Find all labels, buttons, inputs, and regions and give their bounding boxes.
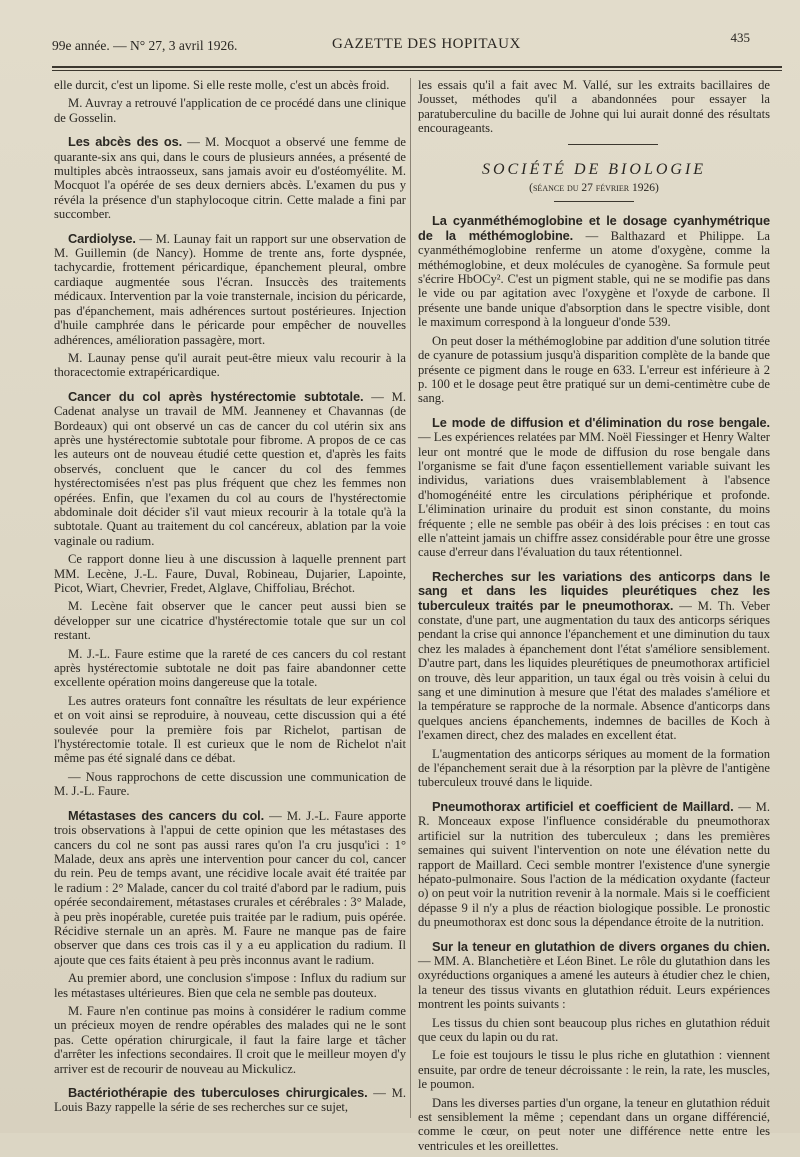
paragraph: elle durcit, c'est un lipome. Si elle reste molle, c'est un abcès froid. [54,78,390,92]
right-column [418,78,770,1157]
paragraph: Les autres orateurs font connaître les résultats de leur expérience et on voit ainsi se reproduire, à nouveau, cette discussion qui a été soulevée pour la première fois par Richelot, partisan de l'hystérectomie totale. Il est curieux que le nom de Richelot n'ait même pas été signalé dans ce débat. [54,693,406,766]
paragraph: On peut doser la méthémoglobine par addition d'une solution titrée de cyanure de potassium jusqu'à disparition complète de la bande que présente ce pigment dans le rouge en 633. L'erreur est inférieure à 2 p. 100 et le dosage peut être pratiqué sur un demi-centimètre cube de sang. [418,333,770,406]
column-divider [410,78,411,1118]
separator-rule [568,144,658,145]
article-cyanmethemoglobine [418,214,770,329]
page-header [52,28,770,64]
paragraph: M. Launay pense qu'il aurait peut-être mieux valu recourir à la thoracectomie extrapéricardique. [54,350,406,380]
paragraph: M. Lecène fait observer que le cancer peut aussi bien se développer sur une cicatrice d'hystérectomie totale que sur un col restant. [54,599,406,643]
article-text: — MM. A. Blanchetière et Léon Binet. Le rôle du glutathion dans les oxyréductions organiques a amené les auteurs à étudier chez le chien, la teneur des tissus vivants en glutathion réduit. Leurs expériences montrent les points suivants : [418,953,770,1012]
paragraph: Le foie est toujours le tissu le plus riche en glutathion : viennent ensuite, par ordre de teneur décroissante : le rein, la rate, les muscles, le poumon. [418,1048,770,1092]
article-heading: La cyanméthémoglobine et le dosage cyanhymétrique de la méthémoglobine. [418,213,770,243]
article-bacteriotherapie [54,1086,406,1115]
section-rule [554,201,634,202]
article-pneumothorax [418,800,770,930]
paragraph: M. Auvray a retrouvé l'application de ce procédé dans une clinique de Gosselin. [54,96,406,125]
article-text: — M. R. Monceaux expose l'influence considérable du pneumothorax artificiel sur la nutrition des tuberculeux ; dans les premières semaines qui suivent l'intervention on note une élévation nette du rapport de Maillard. Ceci semble montrer l'existence d'une synergie hépato-pulmonaire. Sous l'action de la médication oxydante (facteur o) on peut voir la nutrition revenir à la normale. Mais si le coefficient dépasse 9 il n'y a plus de réaction biologique possible. Le pronostic du pneumothorax est donc sous la dépendance étroite de la nutrition. [418,799,770,930]
article-heading: Cancer du col après hystérectomie subtotale. [68,388,364,404]
article-heading: Cardiolyse. [68,230,136,246]
article-text: — M. J.-L. Faure apporte trois observations à l'appui de cette opinion que les métastases des cancers du col ne sont pas aussi rares qu'on l'a cru jusqu'ici : 1° Malade, deux ans après une intervention pour cancer du col, cancer du rein. Peu de temps avant, une récidive locale avait été traitée par le radium : 2° Malade, cancer du col traité d'abord par le radium, puis opérée secondairement, métastases crurales et cérébrales : 3° Malade, à peu près inopérable, curetée puis traitée par le radium, puis opérée. Récidive sternale un an après. M. Faure ne manque pas de faire observer que dans ces trois cas il y a eu application du radium. Il ajoute que ces faits étaient à peu près inconnus avant le radium. [54,808,406,967]
article-rose-bengale [418,416,770,560]
article-cancer-col [54,390,406,548]
article-anticorps [418,570,770,743]
section-title: SOCIÉTÉ DE BIOLOGIE [481,160,707,178]
article-cardiolyse [54,232,406,347]
article-heading: Le mode de diffusion et d'élimination du rose bengale. [432,414,770,430]
article-heading: Bactériothérapie des tuberculoses chirurgicales. [68,1085,368,1100]
header-rule-thin [52,70,782,71]
article-glutathion [418,940,770,1012]
article-text: — M. Th. Veber constate, d'une part, une augmentation du taux des anticorps sériques pendant la crise qui annonce l'épanchement et une diminution du taux chez les malades à épanchement dont l'état s'améliore sensiblement. D'autre part, dans les liquides pleurétiques de pneumothorax artificiel on trouve, dès leur apparition, un taux égal ou très voisin à celui du sang et une diminution à mesure que l'état des malades s'améliore et la température se rapproche de la normale. Absence d'anticorps dans quelques anciens épanchements, indemnes de bacilles de Koch à l'examen direct, chez des malades en excellent état. [418,598,770,743]
left-column [54,78,406,1119]
issue-line: 99e année. — N° 27, 3 avril 1926. [52,38,238,53]
article-text: — M. Mocquot a observé une femme de quarante-six ans qui, dans le cours de plusieurs années, a présenté de multiples abcès intraosseux, sans jamais avoir eu d'ostéomyélite. M. Mocquot l'a opérée de ses deux derniers abcès. L'examen du pus y révéla la présence d'un staphylocoque citrin. Cette malade a fini par succomber. [54,135,406,222]
article-heading: Recherches sur les variations des anticorps dans le sang et dans les liquides pleurétiques chez les tuberculeux traités par le pneumothorax. [418,568,770,613]
journal-title: GAZETTE DES HOPITAUX [332,36,521,52]
paragraph: les essais qu'il a fait avec M. Vallé, sur les extraits bacillaires de Jousset, méthodes qu'il a abandonnées pour essayer la paratuberculine du bacille de Johne qui lui aurait donné des résultats encourageants. [418,78,770,136]
paragraph: M. Faure n'en continue pas moins à considérer le radium comme un précieux moyen de rendre opérables des malades qui ne le sont pas. Cette opération chirurgicale, il faut la faire large et tâcher d'arrêter les infections secondaires. Il croit que le meilleur moyen d'y arriver est de recourir de nouveau au Mickulicz. [54,1003,406,1076]
paragraph: Dans les diverses parties d'un organe, la teneur en glutathion réduit est sensiblement la même ; cependant dans un organe différencié, comme le cœur, on peut noter une différence nette entre les ventricules et les oreillettes. [418,1095,770,1153]
page-number: 435 [730,30,750,45]
article-heading: Les abcès des os. [68,134,183,150]
article-metastases [54,809,406,967]
paragraph: M. J.-L. Faure estime que la rareté de ces cancers du col restant après hystérectomie subtotale ne doit pas faire abandonner cette excellente opération moins dangereuse que la totale. [54,646,406,690]
paragraph: Au premier abord, une conclusion s'impose : Influx du radium sur les métastases ultérieures. Bien que cela ne semble pas douteux. [54,971,406,1000]
paragraph: L'augmentation des anticorps sériques au moment de la formation de l'épanchement serait due à la résorption par la plèvre de l'antigène tuberculeux trouvé dans le liquide. [418,746,770,790]
paragraph: — Nous rapprochons de cette discussion une communication de M. J.-L. Faure. [54,769,406,799]
article-heading: Pneumothorax artificiel et coefficient de Maillard. [432,798,734,814]
paragraph: Ce rapport donne lieu à une discussion à laquelle prennent part MM. Lecène, J.-L. Faure, Duval, Robineau, Dujarier, Lapointe, Picot, Wiart, Chevrier, Fredet, Alglave, Chiffoliau, Bréchot. [54,552,406,595]
article-text: — Balthazard et Philippe. La cyanméthémoglobine renferme un atome d'oxygène, comme la méthémoglobine, et deux molécules de cyanogène. Sa formule peut s'écrire HbOCy². C'est un pigment stable, qui ne se modifie pas dans le vide ou par agitation avec l'oxygène et l'oxyde de carbone. Il présente une bande unique d'absorption dans le spectre visible, dont le maximum correspond à la longueur d'onde 539. [418,228,770,330]
article-text: — M. Cadenat analyse un travail de MM. Jeanneney et Chavannas (de Bordeaux) qui ont observé un cas de cancer du col utérin six ans après une hystérectomie subtotale pour fibrome. A propos de ce cas les auteurs ont de nouveau étudié cette question et, d'après les faits observés, concluent que le cancer du col des femmes hystérectomisées n'est pas plus fréquent que chez les femmes non opérées. Enfin, que l'examen du col au cours de l'hystérectomie abdominale doit décider s'il vaut mieux recourir à la totale qu'à la subtotale. Quant au traitement du col cancéreux, ablation par la voie vaginale ou radium. [54,389,406,548]
article-abces [54,135,406,221]
article-text: — Les expériences relatées par MM. Noël Fiessinger et Henry Walter leur ont montré que le mode de diffusion du rose bengale dans l'organisme se fait d'une façon essentiellement variable suivant les individus, variations dues vraisemblablement à l'absence d'homogénéité entre les circulations périphérique et profonde. L'élimination urinaire du produit est sinon constante, du moins fréquente ; elle ne semble pas obéir à des lois précises : en tout cas elle n'atteint jamais un chiffre assez considérable pour être une grosse cause d'erreur dans l'évaluation du taux rétentionnel. [418,430,770,560]
header-rule [52,66,782,68]
article-heading: Sur la teneur en glutathion de divers organes du chien. [432,938,770,954]
article-text: — M. Launay fait un rapport sur une observation de M. Guillemin (de Nancy). Homme de trente ans, forte dyspnée, tachycardie, frottement péricardique, épanchement pleural, ombre cardiaque augmentée sous l'écran. Insuccès des traitements médicaux. Intervention par la voie transternale, incision du péricarde, pas d'épanchement, mais adhérences surtout postérieures. Injection d'huile camphrée dans le péricarde pour empêcher de nouvelles adhérences, amélioration passagère, mort. [54,231,406,347]
article-text: — M. Louis Bazy rappelle la série de ses recherches sur ce sujet, [54,1086,406,1115]
paragraph: Les tissus du chien sont beaucoup plus riches en glutathion réduit que ceux du lapin ou du rat. [418,1015,770,1044]
section-subtitle: (séance du 27 février 1926) [529,182,659,195]
article-heading: Métastases des cancers du col. [68,807,265,823]
